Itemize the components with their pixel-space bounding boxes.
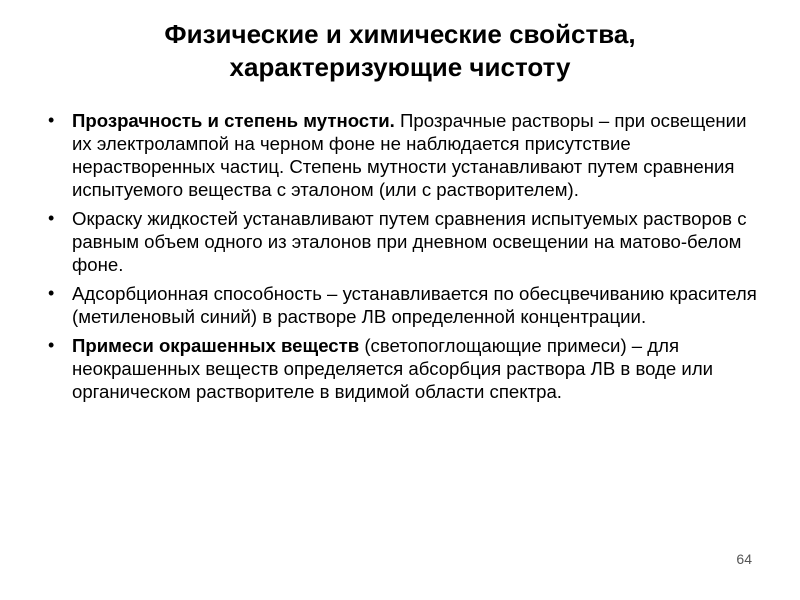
bullet-item-adsorption	[48, 282, 758, 328]
bullet-icon: •	[48, 283, 55, 303]
page-number: 64	[736, 551, 752, 567]
bullet-list	[48, 109, 758, 409]
slide-title	[60, 18, 740, 84]
slide-title-line-1: Физические и химические свойства,	[164, 19, 636, 49]
bullet-item-liquid-color-text: Окраску жидкостей устанавливают путем сравнения испытуемых растворов с равным объем одного из эталонов при дневном освещении на матово-белом фоне.	[72, 208, 747, 275]
bullet-item-adsorption-text: Адсорбционная способность – устанавливается по обесцвечиванию красителя (метиленовый синий) в растворе ЛВ определенной концентрации.	[72, 283, 757, 327]
bullet-item-transparency	[48, 109, 758, 201]
bullet-icon: •	[48, 110, 55, 130]
slide-title-line-2: характеризующие чистоту	[229, 52, 571, 82]
bullet-icon: •	[48, 335, 55, 355]
bullet-item-colored-impurities-lead: Примеси окрашенных веществ	[72, 335, 360, 356]
bullet-item-colored-impurities-text: (светопоглощающие примеси) – для неокрашенных веществ определяется абсорбция раствора ЛВ в воде или органическом растворителе в видимой области спектра.	[72, 335, 714, 402]
bullet-item-transparency-text: Прозрачные растворы – при освещении их электролампой на черном фоне не наблюдается присутствие нерастворенных частиц. Степень мутности устанавливают путем сравнения испытуемого вещества с эталоном (или с растворителем).	[72, 110, 747, 200]
bullet-icon: •	[48, 208, 55, 228]
bullet-item-transparency-lead: Прозрачность и степень мутности.	[72, 110, 395, 131]
bullet-item-liquid-color	[48, 207, 758, 276]
bullet-item-colored-impurities	[48, 334, 758, 403]
